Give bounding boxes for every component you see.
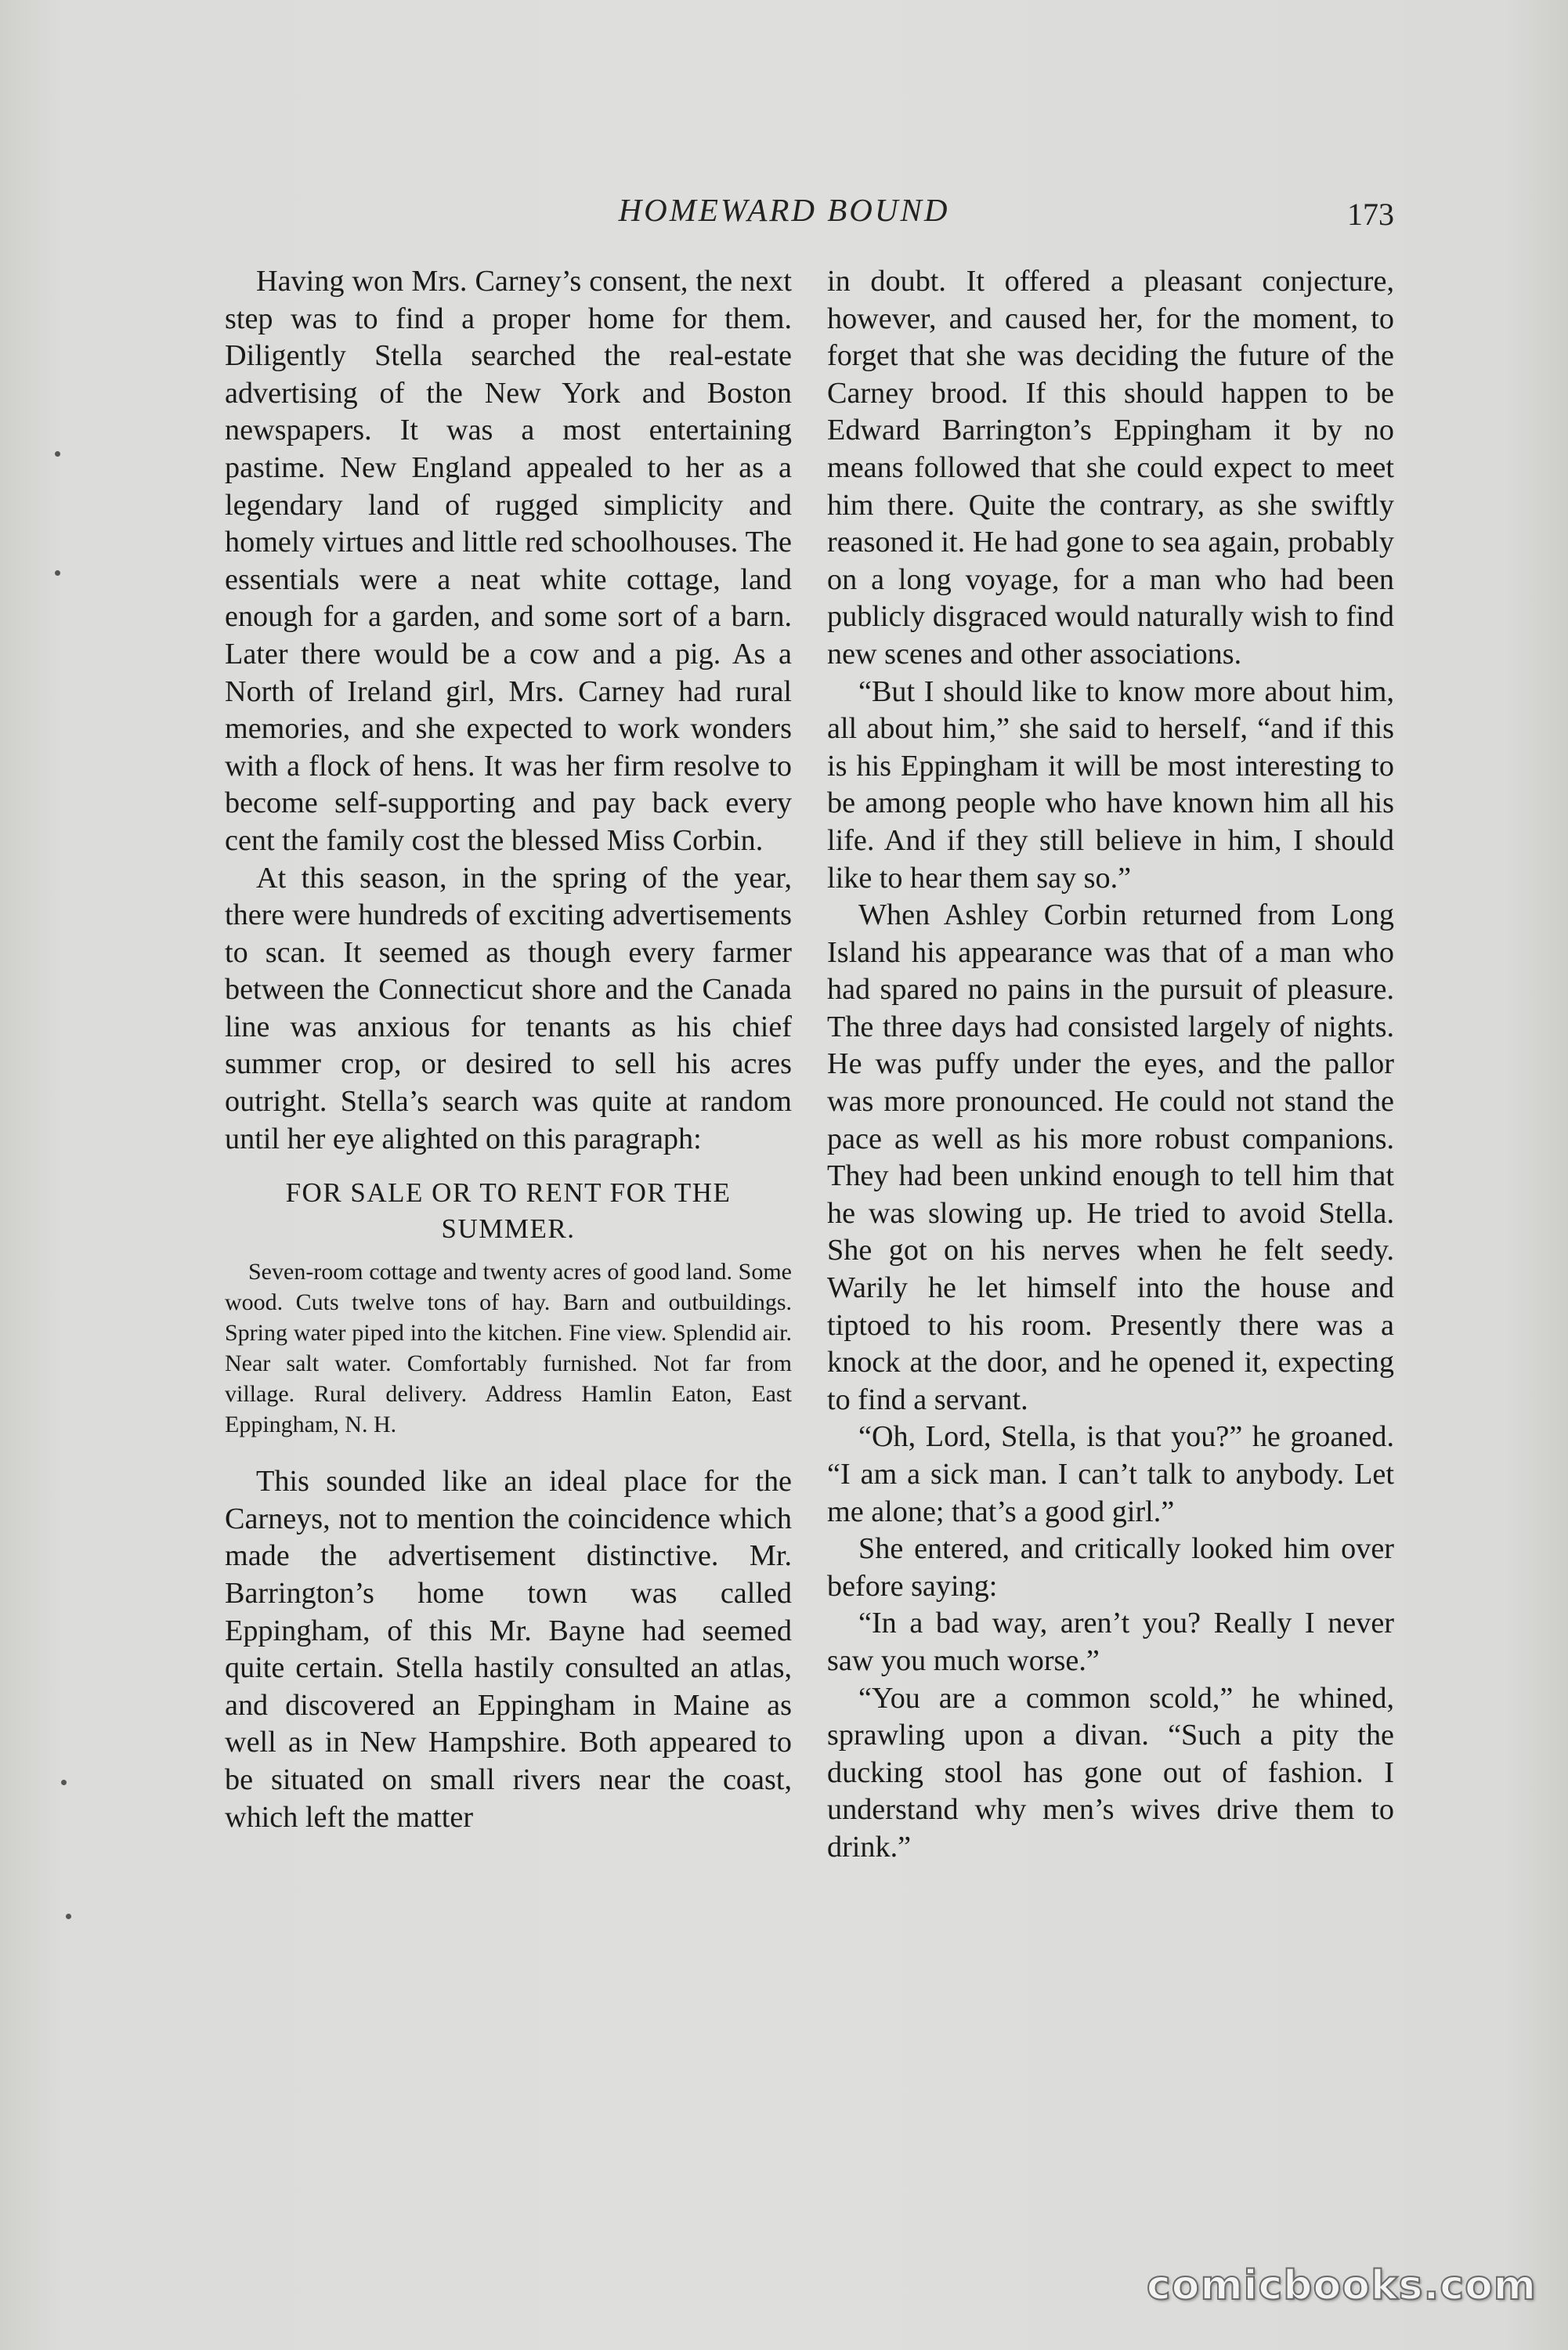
- page-number: 173: [1347, 197, 1394, 232]
- binding-hole-mark: [55, 451, 60, 457]
- paragraph: “Oh, Lord, Stella, is that you?” he groaned. “I am a sick man. I can’t talk to anybody. Let me alone; that’s a good girl.”: [827, 1420, 1394, 1528]
- paragraph: “You are a common scold,” he whined, sprawling upon a divan. “Such a pity the ducking stool has gone out of fashion. I understand why men’s wives drive them to drink.”: [827, 1681, 1394, 1864]
- left-column: [225, 263, 792, 1836]
- paragraph: Having won Mrs. Carney’s consent, the next step was to find a proper home for them. Diligently Stella searched the real-estate advertising of the New York and Boston newspapers. It was a most entertaining pastime. New England appealed to her as a legendary land of rugged simplicity and homely virtues and little red schoolhouses. The essentials were a neat white cottage, land enough for a garden, and some sort of a barn. Later there would be a cow and a pig. As a North of Ireland girl, Mrs. Carney had rural memories, and she expected to work wonders with a flock of hens. It was her firm resolve to become self-supporting and pay back every cent the family cost the blessed Miss Corbin.: [225, 265, 792, 857]
- paragraph: This sounded like an ideal place for the Carneys, not to mention the coincidence which made the advertisement distinctive. Mr. Barrington’s home town was called Eppingham, of this Mr. Bayne had seemed quite certain. Stella hastily consulted an atlas, and discovered an Eppingham in Maine as well as in New Hampshire. Both appeared to be situated on small rivers near the coast, which left the matter: [225, 1465, 792, 1834]
- running-head: [0, 191, 1568, 238]
- paragraph: in doubt. It offered a pleasant conjecture, however, and caused her, for the moment, to forget that she was deciding the future of the Carney brood. If this should happen to be Edward Barrington’s Eppingham it by no means followed that she could expect to meet him there. Quite the contrary, as she swiftly reasoned it. He had gone to sea again, probably on a long voyage, for a man who had been publicly disgraced would naturally wish to find new scenes and other associations.: [827, 265, 1394, 671]
- advertisement-heading: FOR SALE OR TO RENT FOR THE SUMMER.: [285, 1177, 732, 1245]
- running-title: HOMEWARD BOUND: [618, 192, 950, 228]
- paragraph: “In a bad way, aren’t you? Really I never saw you much worse.”: [827, 1607, 1394, 1677]
- binding-hole-mark: [66, 1914, 71, 1919]
- paragraph: “But I should like to know more about him, all about him,” she said to herself, “and if this is his Eppingham it will be most interesting to be among people who have known him all his life. And if they still believe in him, I should like to hear them say so.”: [827, 674, 1394, 895]
- paragraph: When Ashley Corbin returned from Long Island his appearance was that of a man who had spared no pains in the pursuit of pleasure. The three days had consisted largely of nights. He was puffy under the eyes, and the pallor was more pronounced. He could not stand the pace as well as his more robust companions. They had been unkind enough to tell him that he was slowing up. He tried to avoid Stella. She got on his nerves when he felt seedy. Warily he let himself into the house and tiptoed to his room. Presently there was a knock at the door, and he opened it, expecting to find a servant.: [827, 898, 1394, 1416]
- right-column: [827, 263, 1394, 1867]
- binding-hole-mark: [61, 1780, 67, 1785]
- watermark-logo: comicbooks.com: [1146, 2262, 1537, 2309]
- binding-hole-mark: [55, 570, 60, 576]
- paragraph: At this season, in the spring of the year, there were hundreds of exciting advertisements to scan. It seemed as though every farmer between the Connecticut shore and the Canada line was anxious for tenants as his chief summer crop, or desired to sell his acres outright. Stella’s search was quite at random until her eye alighted on this paragraph:: [225, 861, 792, 1155]
- paragraph: She entered, and critically looked him over before saying:: [827, 1532, 1394, 1603]
- advertisement-body: Seven-room cottage and twenty acres of good land. Some wood. Cuts twelve tons of hay. Barn and outbuildings. Spring water piped into the kitchen. Fine view. Splendid air. Near salt water. Comfortably furnished. Not far from village. Rural delivery. Address Hamlin Eaton, East Eppingham, N. H.: [225, 1259, 792, 1438]
